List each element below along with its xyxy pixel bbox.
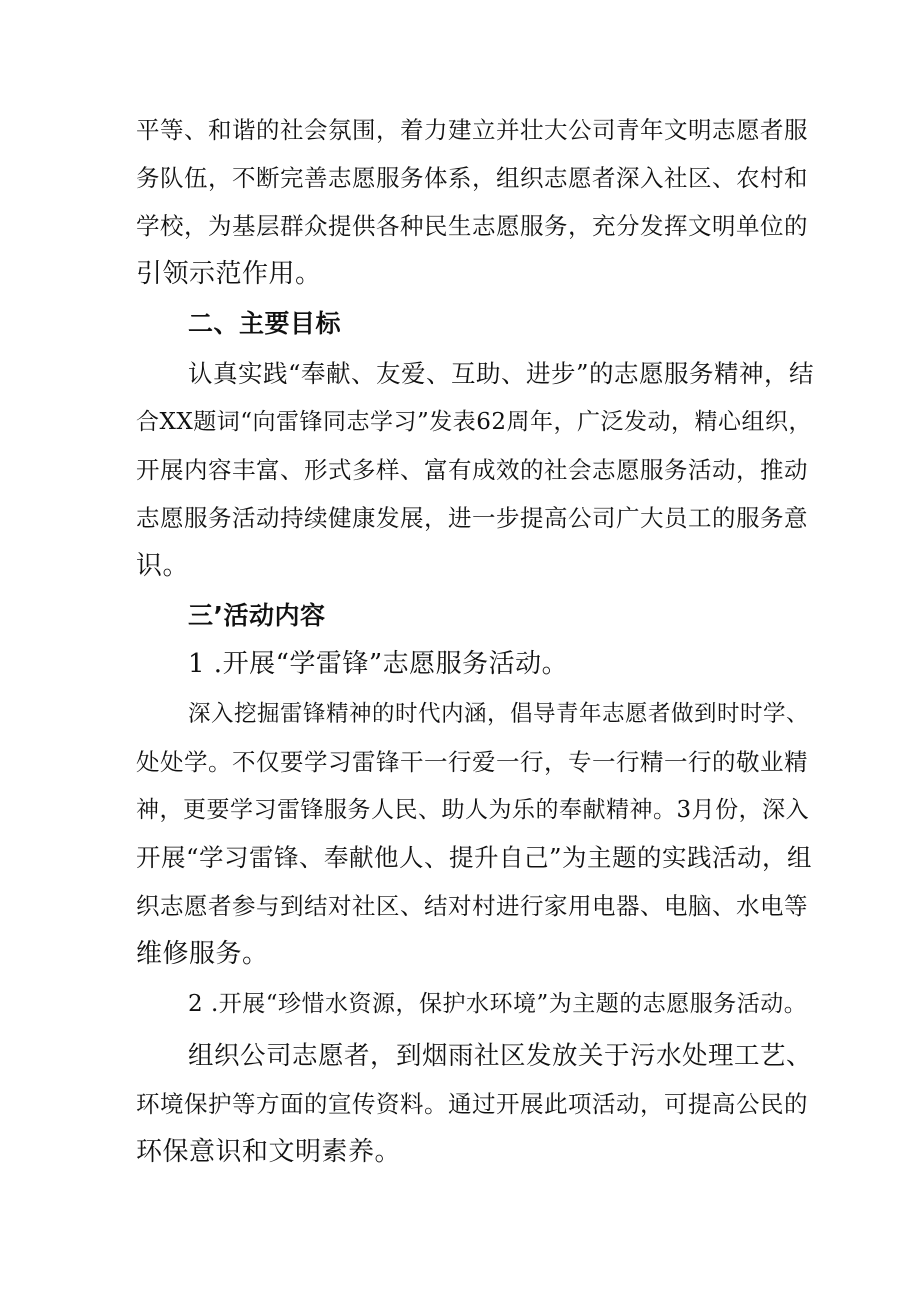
- goals-line-3: 开展内容丰富、形式多样、富有成效的社会志愿服务活动，推动: [136, 456, 808, 484]
- intro-line-1: 平等、和谐的社会氛围，着力建立并壮大公司青年文明志愿者服: [136, 116, 808, 144]
- intro-line-2: 务队伍，不断完善志愿服务体系，组织志愿者深入社区、农村和: [136, 164, 808, 192]
- goals-line-1: 认真实践“奉献、友爱、互助、进步”的志愿服务精神，结: [188, 359, 815, 388]
- item2-line-1: 组织公司志愿者，到烟雨社区发放关于污水处理工艺、: [188, 1041, 813, 1071]
- item1-line-4: 开展“学习雷锋、奉献他人、提升自己”为主题的实践活动，组: [136, 843, 813, 872]
- item1-line-6: 维修服务。: [136, 939, 269, 969]
- item2-title: 2 .开展“珍惜水资源，保护水环境”为主题的志愿服务活动。: [188, 991, 808, 1017]
- item2-line-2: 环境保护等方面的宣传资料。通过开展此项活动，可提高公民的: [136, 1090, 808, 1118]
- goals-line-4: 志愿服务活动持续健康发展，进一步提高公司广大员工的服务意: [136, 504, 808, 532]
- item2-line-3: 环保意识和文明素养。: [136, 1137, 402, 1167]
- intro-line-4: 引领示范作用。: [136, 259, 322, 289]
- item1-line-2: 处处学。不仅要学习雷锋干一行爱一行，专一行精一行的敬业精: [136, 748, 808, 776]
- item1-line-1: 深入挖掘雷锋精神的时代内涵，倡导青年志愿者做到时时学、: [188, 701, 810, 727]
- heading-main-goals: 二、主要目标: [188, 309, 342, 338]
- item1-title: 1 .开展“学雷锋”志愿服务活动。: [188, 649, 569, 679]
- goals-line-2: 合XX题词“向雷锋同志学习”发表62周年，广泛发动，精心组织，: [136, 409, 813, 435]
- goals-line-5: 识。: [136, 551, 190, 581]
- item1-line-5: 织志愿者参与到结对社区、结对村进行家用电器、电脑、水电等: [136, 892, 808, 920]
- item1-line-3: 神，更要学习雷锋服务人民、助人为乐的奉献精神。3月份，深入: [136, 797, 810, 823]
- intro-line-3: 学校，为基层群众提供各种民生志愿服务，充分发挥文明单位的: [136, 212, 808, 240]
- heading-activities: 三’活动内容: [188, 601, 326, 630]
